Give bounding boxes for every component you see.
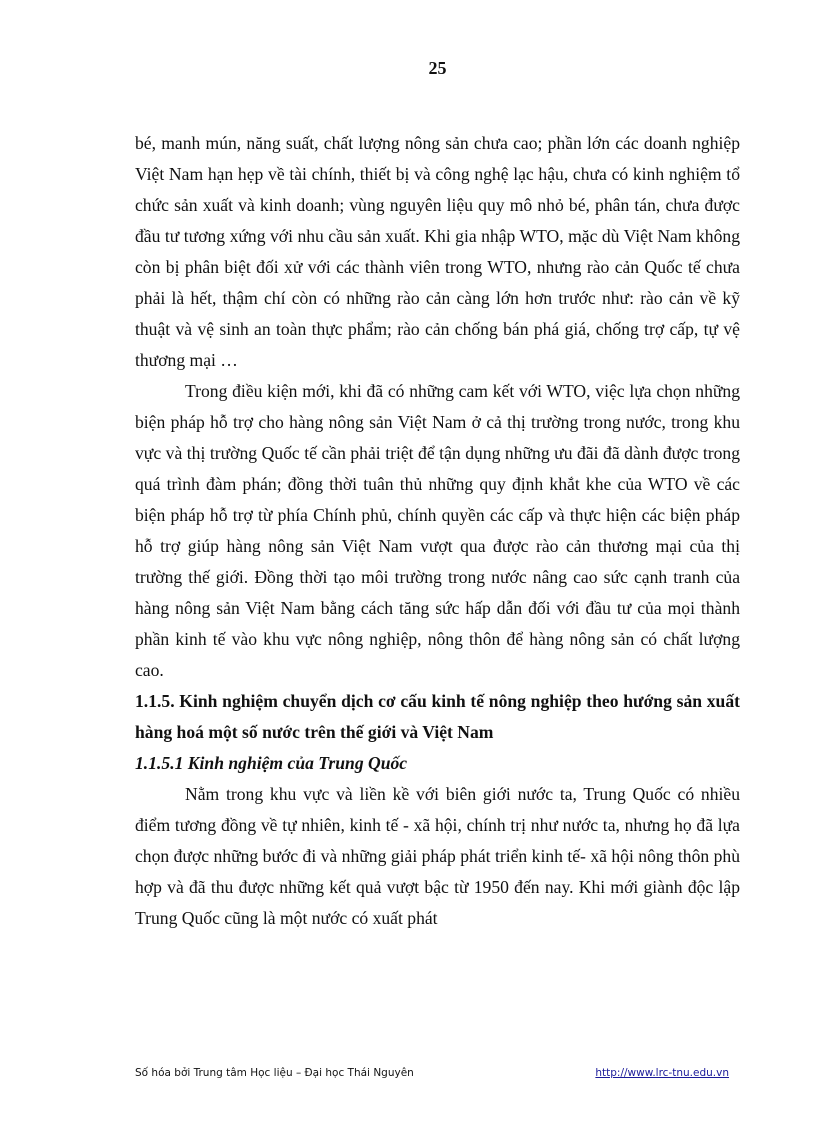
footer-website-link[interactable]: http://www.lrc-tnu.edu.vn bbox=[595, 1067, 729, 1079]
paragraph-continuation: bé, manh mún, năng suất, chất lượng nông sản chưa cao; phần lớn các doanh nghiệp Việt Nam hạn hẹp về tài chính, thiết bị và công nghệ lạc hậu, chưa có kinh nghiệm tổ chức sản xuất và kinh doanh; vùng nguyên liệu quy mô nhỏ bé, phân tán, chưa được đầu tư tương xứng với nhu cầu sản xuất. Khi gia nhập WTO, mặc dù Việt Nam không còn bị phân biệt đối xử với các thành viên trong WTO, nhưng rào cản Quốc tế chưa phải là hết, thậm chí còn có những rào cản càng lớn hơn trước như: rào cản về kỹ thuật và vệ sinh an toàn thực phẩm; rào cản chống bán phá giá, chống trợ cấp, tự vệ thương mại … bbox=[135, 133, 740, 370]
section-heading-1-1-5: 1.1.5. Kinh nghiệm chuyển dịch cơ cấu kinh tế nông nghiệp theo hướng sản xuất hàng hoá một số nước trên thế giới và Việt Nam bbox=[135, 691, 740, 742]
document-body bbox=[135, 128, 740, 934]
paragraph-china-experience: Nằm trong khu vực và liền kề với biên giới nước ta, Trung Quốc có nhiều điểm tương đồng về tự nhiên, kinh tế - xã hội, chính trị như nước ta, nhưng họ đã lựa chọn được những bước đi và những giải pháp phát triển kinh tế- xã hội nông thôn phù hợp và đã thu được những kết quả vượt bậc từ 1950 đến nay. Khi mới giành độc lập Trung Quốc cũng là một nước có xuất phát bbox=[135, 784, 740, 928]
subsection-heading-1-1-5-1: 1.1.5.1 Kinh nghiệm của Trung Quốc bbox=[135, 753, 408, 773]
paragraph-wto-commitments: Trong điều kiện mới, khi đã có những cam kết với WTO, việc lựa chọn những biện pháp hỗ trợ cho hàng nông sản Việt Nam ở cả thị trường trong nước, trong khu vực và thị trường Quốc tế cần phải triệt để tận dụng những ưu đãi đã dành được trong quá trình đàm phán; đồng thời tuân thủ những quy định khắt khe của WTO về các biện pháp hỗ trợ từ phía Chính phủ, chính quyền các cấp và thực hiện các biện pháp hỗ trợ giúp hàng nông sản Việt Nam vượt qua được rào cản thương mại của thị trường thế giới. Đồng thời tạo môi trường trong nước nâng cao sức cạnh tranh của hàng nông sản Việt Nam bằng cách tăng sức hấp dẫn đối với đầu tư của mọi thành phần kinh tế vào khu vực nông nghiệp, nông thôn để hàng nông sản có chất lượng cao. bbox=[135, 381, 740, 680]
page-number: 25 bbox=[428, 58, 447, 78]
footer-source-text: Số hóa bởi Trung tâm Học liệu – Đại học Thái Nguyên bbox=[135, 1067, 414, 1079]
